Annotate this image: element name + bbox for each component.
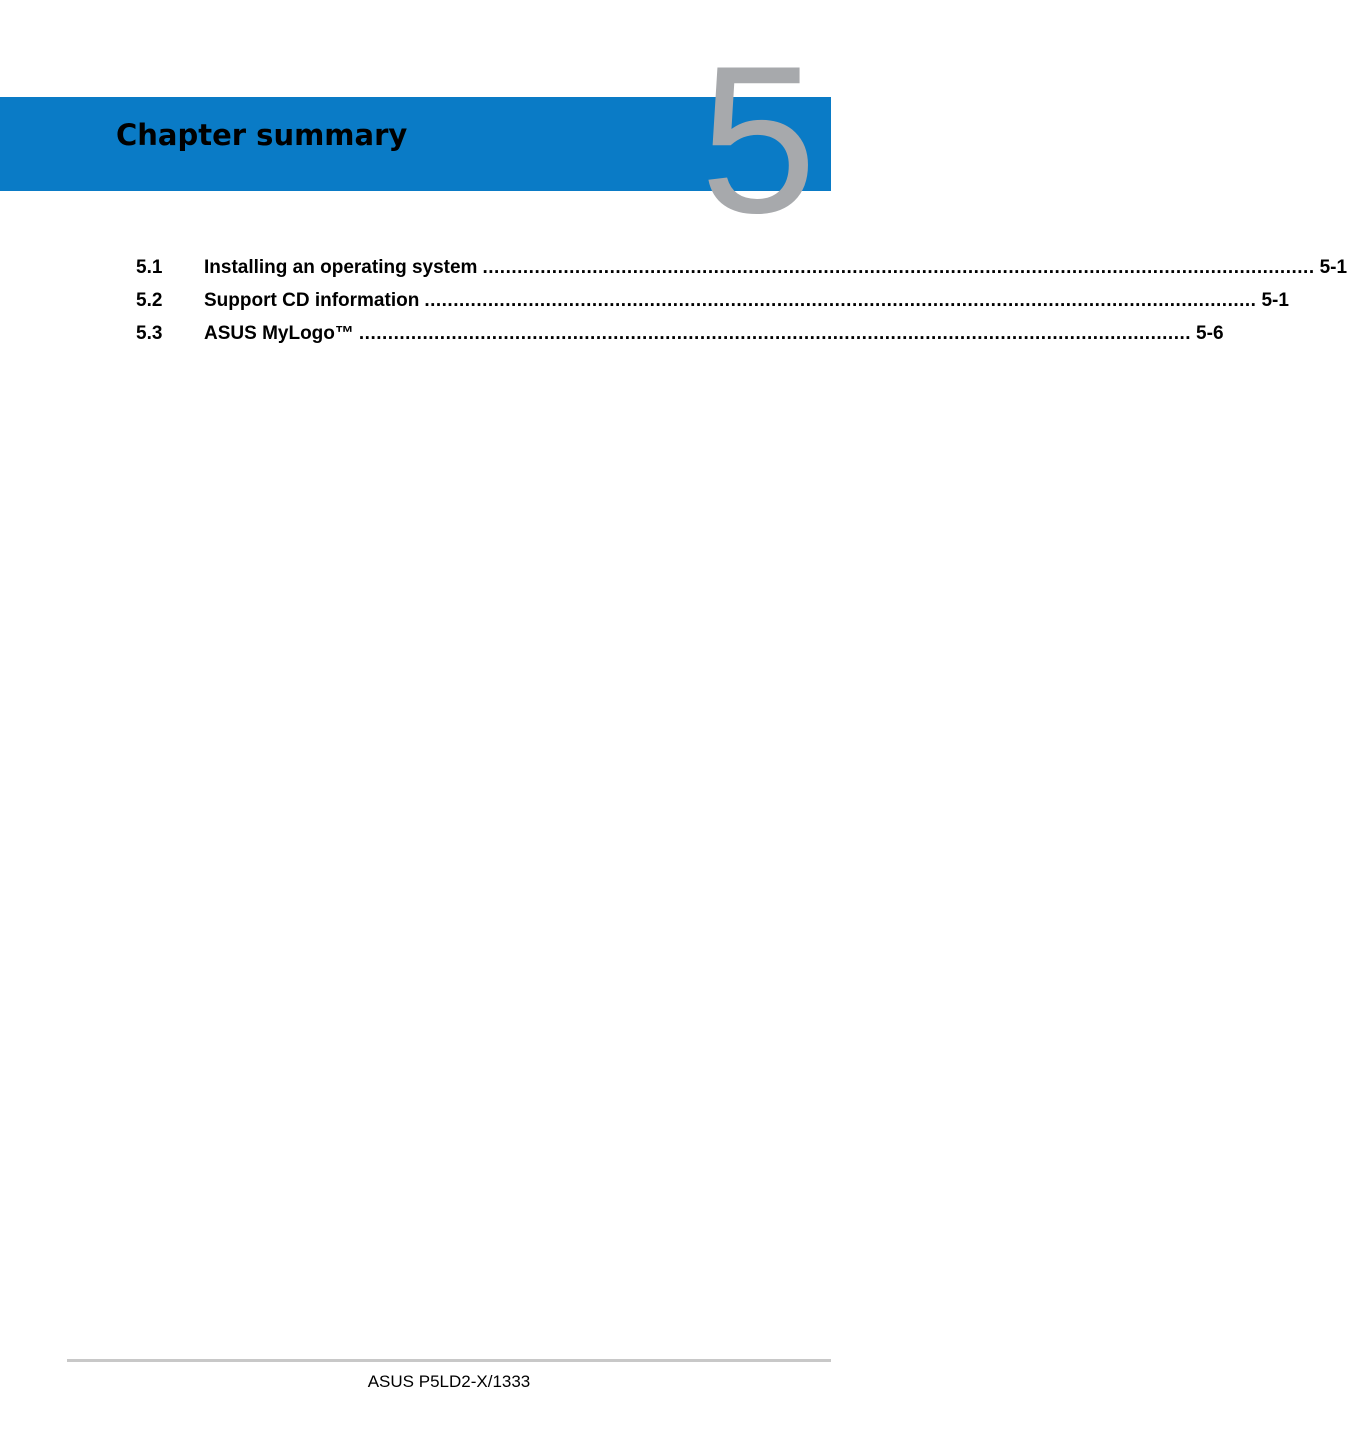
toc-dot-leader: ................................................................................................................................................: [358, 323, 1192, 344]
footer-divider: [67, 1359, 831, 1362]
toc-entry-title: Support CD information: [204, 290, 420, 311]
toc-entry-number: 5.1: [136, 257, 163, 278]
footer-product-name: ASUS P5LD2-X/1333: [367, 1372, 531, 1391]
toc-entry-page: 5-1: [1261, 290, 1289, 311]
toc-entry[interactable]: [136, 322, 1224, 355]
toc-entry-title: Installing an operating system: [204, 257, 478, 278]
toc-dot-leader: ................................................................................................................................................: [424, 290, 1257, 311]
chapter-title: Chapter summary: [116, 118, 408, 152]
toc-entry-title: ASUS MyLogo™: [204, 323, 354, 344]
chapter-number: 5: [700, 22, 817, 257]
table-of-contents: [136, 256, 1347, 355]
toc-entry-page: 5-1: [1319, 257, 1347, 278]
toc-entry[interactable]: [136, 256, 1347, 289]
toc-dot-leader: ................................................................................................................................................: [482, 257, 1315, 278]
toc-entry-page: 5-6: [1196, 323, 1224, 344]
toc-entry[interactable]: [136, 289, 1289, 322]
toc-entry-number: 5.3: [136, 323, 163, 344]
toc-entry-number: 5.2: [136, 290, 163, 311]
